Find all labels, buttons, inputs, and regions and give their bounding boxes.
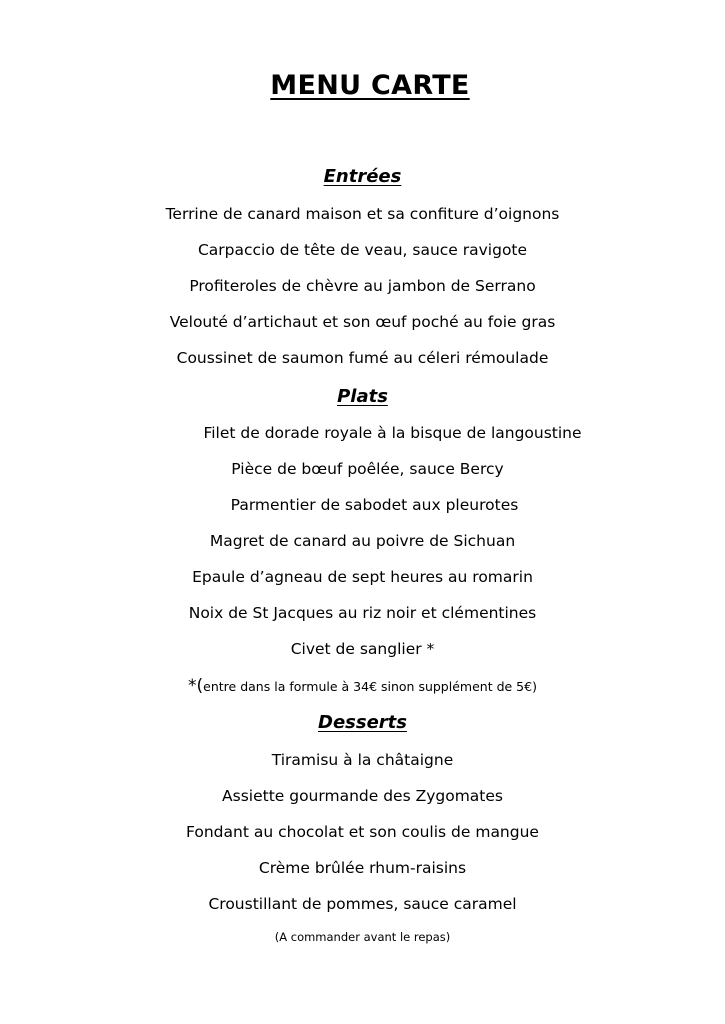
dessert-item: Fondant au chocolat et son coulis de mangue [186,823,539,841]
order-footnote: (A commander avant le repas) [274,930,451,944]
section-heading-plats: Plats [337,386,388,407]
plat-item: Pièce de bœuf poêlée, sauce Bercy [231,460,504,478]
plat-item: Filet de dorade royale à la bisque de langoustine [203,424,582,442]
dessert-item: Assiette gourmande des Zygomates [222,787,503,805]
entree-item: Velouté d’artichaut et son œuf poché au foie gras [169,313,556,331]
formula-note [0,676,725,696]
note-asterisk: *( [188,676,204,696]
plat-item: Civet de sanglier * [290,640,435,658]
entree-item: Carpaccio de tête de veau, sauce ravigote [197,241,528,259]
entree-item: Terrine de canard maison et sa confiture d’oignons [165,205,560,223]
section-heading-entrees: Entrées [323,166,402,187]
dessert-item: Crème brûlée rhum-raisins [258,859,467,877]
dessert-item: Tiramisu à la châtaigne [271,751,454,769]
entree-item: Profiteroles de chèvre au jambon de Serrano [189,277,536,295]
plat-item: Magret de canard au poivre de Sichuan [209,532,516,550]
plat-item: Parmentier de sabodet aux pleurotes [230,496,519,514]
plat-item: Epaule d’agneau de sept heures au romarin [192,568,533,586]
page-title: MENU CARTE [270,70,470,101]
dessert-item: Croustillant de pommes, sauce caramel [208,895,517,913]
entree-item: Coussinet de saumon fumé au céleri rémoulade [176,349,549,367]
section-heading-desserts: Desserts [318,712,407,733]
plat-item: Noix de St Jacques au riz noir et clémentines [188,604,537,622]
note-text: entre dans la formule à 34€ sinon supplément de 5€) [203,679,537,694]
